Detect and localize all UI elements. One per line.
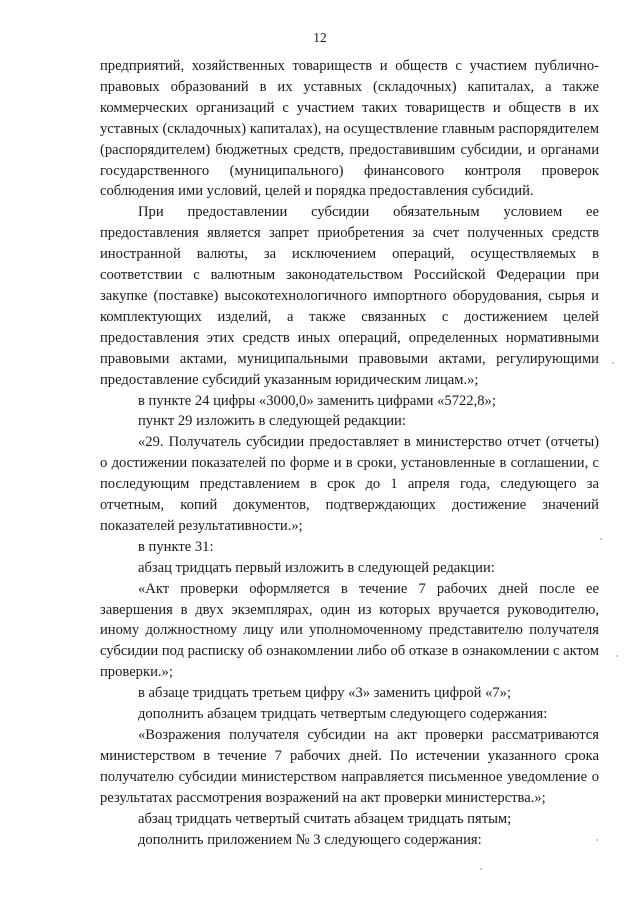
- scan-speck: [616, 655, 618, 657]
- document-body: [100, 56, 599, 850]
- paragraph-11: «Возражения получателя субсидии на акт проверки рассматриваются министерством в течение 7 рабочих дней. По истечении указанного срока получателю субсидии министерством направляется письменное уведомление о результатах рассмотрения возражений на акт проверки министерства.»;: [100, 727, 599, 806]
- paragraph-6: в пункте 31:: [138, 538, 214, 555]
- paragraph-9: в абзаце тридцать третьем цифру «3» заменить цифрой «7»;: [138, 685, 512, 702]
- page-number: 12: [313, 30, 327, 45]
- paragraph-4: пункт 29 изложить в следующей редакции:: [138, 413, 406, 430]
- paragraph-8: «Акт проверки оформляется в течение 7 рабочих дней после ее завершения в двух экземплярах, один из которых вручается руководителю, иному должностному лицу или уполномоченному представителю получателя субсидии под расписку об ознакомлении либо об отказе в ознакомлении с актом проверки.»;: [100, 580, 599, 681]
- scan-speck: [596, 839, 598, 841]
- scan-speck: [600, 538, 602, 540]
- paragraph-12: абзац тридцать четвертый считать абзацем тридцать пятым;: [138, 810, 512, 827]
- scan-speck: [480, 868, 482, 870]
- paragraph-13: дополнить приложением № 3 следующего содержания:: [138, 831, 482, 848]
- paragraph-5: «29. Получатель субсидии предоставляет в министерство отчет (отчеты) о достижении показателей по форме и в сроки, установленные в соглашении, с последующим представлением в срок до 1 апреля года, следующего за отчетным, копий документов, подтверждающих достижение значений показателей результативности.»;: [100, 434, 599, 534]
- paragraph-2: При предоставлении субсидии обязательным условием ее предоставления является запрет приобретения за счет полученных средств иностранной валюты, за исключением операций, осуществляемых в соответствии с валютным законодательством Российской Федерации при закупке (поставке) высокотехнологичного импортного оборудования, сырья и комплектующих изделий, а также связанных с достижением целей предоставления этих средств иных операций, определенных нормативными правовыми актами, муниципальными правовыми актами, регулирующими предоставление субсидий указанным юридическим лицам.»;: [100, 204, 599, 388]
- paragraph-10: дополнить абзацем тридцать четвертым следующего содержания:: [138, 706, 548, 723]
- paragraph-3: в пункте 24 цифры «3000,0» заменить цифрами «5722,8»;: [138, 392, 496, 409]
- paragraph-1: предприятий, хозяйственных товариществ и обществ с участием публично-правовых образований в их уставных (складочных) капиталах, а также коммерческих организаций с участием таких товариществ и обществ в их уставных (складочных) капиталах), на осуществление главным распорядителем (распорядителем) бюджетных средств, предоставившим субсидии, и органами государственного (муниципального) финансового контроля проверок соблюдения ими условий, целей и порядка предоставления субсидий.: [100, 58, 599, 200]
- scan-speck: [612, 362, 614, 364]
- paragraph-7: абзац тридцать первый изложить в следующей редакции:: [138, 559, 495, 576]
